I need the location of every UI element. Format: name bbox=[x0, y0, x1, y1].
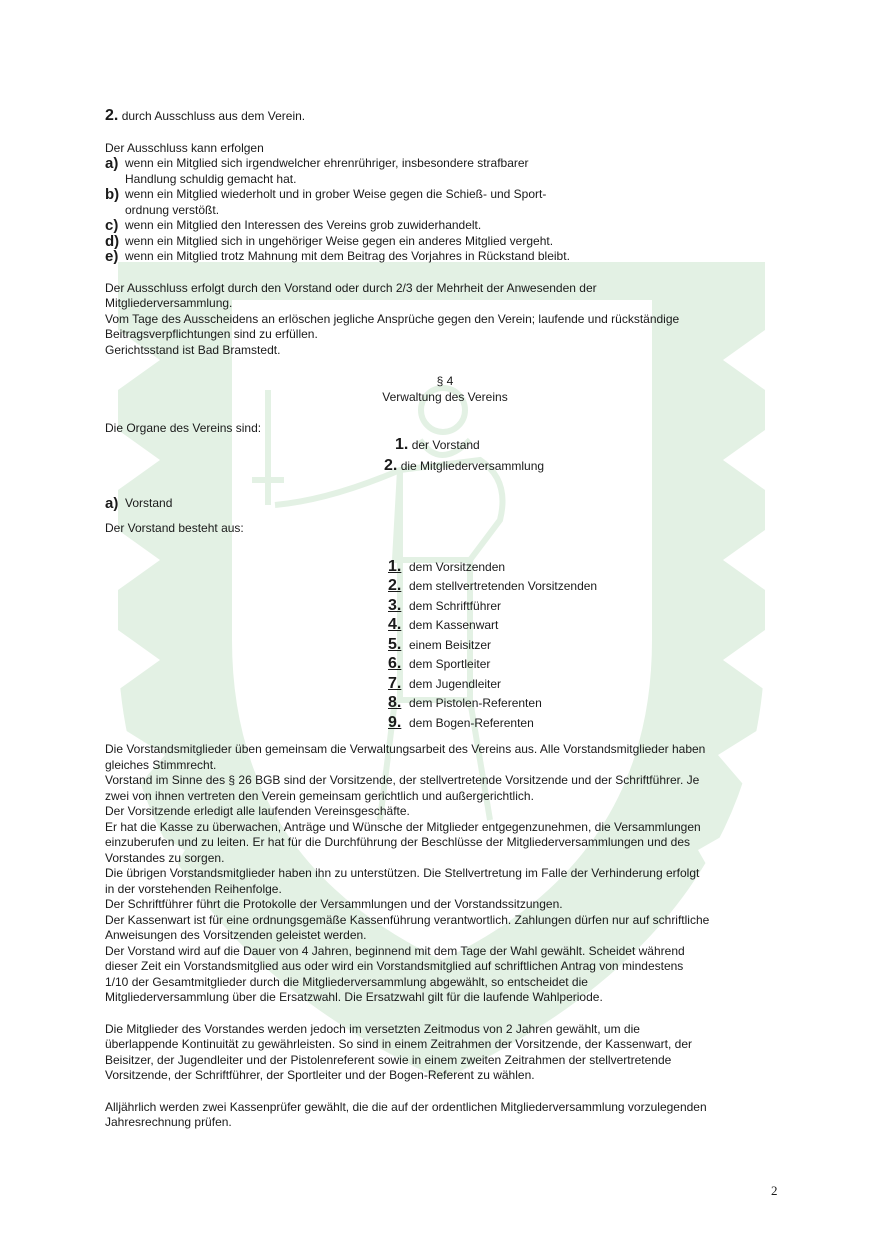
board-member-item bbox=[388, 654, 785, 674]
text-line: Der Schriftführer führt die Protokolle der Versammlungen und der Vorstandssitzungen. bbox=[105, 897, 563, 911]
list-marker: c) bbox=[105, 217, 119, 234]
list-number: 4. bbox=[388, 616, 402, 633]
document-page bbox=[105, 108, 785, 1131]
list-number: 6. bbox=[388, 655, 402, 672]
text-line: Mitgliederversammlung. bbox=[105, 296, 233, 310]
board-label: Vorstand bbox=[125, 495, 173, 510]
board-member-name: dem Jugendleiter bbox=[409, 676, 502, 691]
organ-name: die Mitgliederversammlung bbox=[400, 459, 545, 473]
list-marker: b) bbox=[105, 186, 120, 203]
expulsion-paragraph bbox=[105, 281, 785, 359]
text-line: Der Ausschluss erfolgt durch den Vorstand oder durch 2/3 der Mehrheit der Anwesenden der bbox=[105, 280, 597, 295]
text-line: Mitgliederversammlung über die Ersatzwahl. Die Ersatzwahl gilt für die laufende Wahlperiode. bbox=[105, 990, 603, 1004]
board-heading bbox=[105, 496, 785, 512]
board-member-name: dem Pistolen-Referenten bbox=[409, 696, 542, 710]
text-line: gleiches Stimmrecht. bbox=[105, 757, 217, 772]
expulsion-item bbox=[105, 218, 785, 234]
organ-name: der Vorstand bbox=[411, 437, 480, 452]
text-line: Jahresrechnung prüfen. bbox=[105, 1115, 232, 1129]
list-number: 2. bbox=[105, 107, 119, 124]
board-member-name: dem Kassenwart bbox=[409, 618, 499, 632]
list-number: 7. bbox=[388, 674, 402, 692]
text-line: Beisitzer, der Jugendleiter und der Pistolenreferent sowie in einem zweiten Zeitrahmen der stellvertretende bbox=[105, 1052, 672, 1067]
list-marker: a) bbox=[105, 155, 119, 172]
text-line: Gerichtsstand ist Bad Bramstedt. bbox=[105, 342, 281, 357]
board-member-name: dem Sportleiter bbox=[409, 657, 491, 671]
list-number: 1. bbox=[388, 557, 402, 575]
expulsion-item bbox=[105, 156, 785, 187]
text-line: Beitragsverpflichtungen sind zu erfüllen. bbox=[105, 327, 318, 341]
text-line: wenn ein Mitglied sich irgendwelcher ehrenrühriger, insbesondere strafbarer bbox=[125, 156, 529, 170]
auditors-paragraph bbox=[105, 1100, 785, 1131]
list-number: 8. bbox=[388, 694, 402, 711]
board-duties-paragraph bbox=[105, 742, 785, 1006]
board-member-item bbox=[388, 713, 785, 733]
board-member-item bbox=[388, 635, 785, 655]
expulsion-item-text bbox=[125, 234, 553, 250]
expulsion-list bbox=[105, 156, 785, 265]
list-marker: e) bbox=[105, 248, 119, 265]
text-line: Handlung schuldig gemacht hat. bbox=[125, 171, 297, 186]
list-number: 1. bbox=[395, 435, 409, 453]
text-line: wenn ein Mitglied sich in ungehöriger Weise gegen ein anderes Mitglied vergeht. bbox=[125, 233, 554, 248]
text-line: Anweisungen des Vorsitzenden geleistet werden. bbox=[105, 928, 367, 942]
expulsion-item bbox=[105, 249, 785, 265]
board-member-name: dem Schriftführer bbox=[409, 598, 502, 613]
board-member-item bbox=[388, 557, 785, 577]
expulsion-item bbox=[105, 234, 785, 250]
expulsion-heading: Der Ausschluss kann erfolgen bbox=[105, 140, 264, 155]
expulsion-item bbox=[105, 187, 785, 218]
text-line: Die Vorstandsmitglieder üben gemeinsam die Verwaltungsarbeit des Vereins aus. Alle Vorstandsmitglieder haben bbox=[105, 742, 706, 756]
list-number: 3. bbox=[388, 596, 402, 614]
board-member-item bbox=[388, 596, 785, 616]
text-line: wenn ein Mitglied wiederholt und in grober Weise gegen die Schieß- und Sport- bbox=[125, 187, 547, 201]
text-line: Die übrigen Vorstandsmitglieder haben ihn zu unterstützen. Die Stellvertretung im Falle der Verhinderung erfolgt bbox=[105, 866, 700, 880]
expulsion-item-text bbox=[125, 249, 570, 265]
text-line: dieser Zeit ein Vorstandsmitglied aus oder wird ein Vorstandsmitglied auf schriftlichen Antrag von mindestens bbox=[105, 959, 684, 973]
exit-reason-2 bbox=[105, 108, 785, 125]
text-line: Der Kassenwart ist für eine ordnungsgemäße Kassenführung verantwortlich. Zahlungen dürfen nur auf schriftliche bbox=[105, 912, 710, 927]
section-number: § 4 bbox=[436, 374, 454, 388]
board-member-item bbox=[388, 576, 785, 596]
text-line: 1/10 der Gesamtmitglieder durch die Mitgliederversammlung abgewählt, so entscheidet die bbox=[105, 974, 588, 989]
board-member-name: dem Vorsitzenden bbox=[409, 559, 506, 574]
text-line: zwei von ihnen vertreten den Verein gemeinsam gerichtlich und außergerichtlich. bbox=[105, 788, 534, 803]
list-number: 9. bbox=[388, 713, 402, 731]
text-line: ordnung verstößt. bbox=[125, 202, 220, 217]
text-line: Vorstand im Sinne des § 26 BGB sind der Vorsitzende, der stellvertretende Vorsitzende und der Schriftführer. Je bbox=[105, 773, 700, 787]
organs-intro: Die Organe des Vereins sind: bbox=[105, 421, 262, 435]
board-member-name: dem Bogen-Referenten bbox=[409, 715, 534, 730]
expulsion-item-text bbox=[125, 187, 546, 218]
list-number: 2. bbox=[388, 577, 402, 594]
board-members-list bbox=[105, 557, 785, 733]
election-cycle-paragraph bbox=[105, 1022, 785, 1084]
text-line: Der Vorsitzende erledigt alle laufenden Vereinsgeschäfte. bbox=[105, 804, 410, 818]
list-text: durch Ausschluss aus dem Verein. bbox=[121, 109, 306, 123]
organs-list bbox=[105, 437, 785, 475]
list-number: 2. bbox=[384, 457, 398, 474]
text-line: in der vorstehenden Reihenfolge. bbox=[105, 881, 282, 896]
text-line: überlappende Kontinuität zu gewährleisten. So sind in einem Zeitrahmen der Vorsitzende, der Kassenwart, der bbox=[105, 1037, 693, 1051]
text-line: Alljährlich werden zwei Kassenprüfer gewählt, die die auf der ordentlichen Mitgliederversammlung vorzulegenden bbox=[105, 1099, 707, 1114]
board-member-item bbox=[388, 615, 785, 635]
expulsion-item-text bbox=[125, 218, 481, 234]
list-marker: a) bbox=[105, 494, 119, 512]
organ-item bbox=[395, 437, 785, 454]
board-member-item bbox=[388, 674, 785, 694]
text-line: wenn ein Mitglied trotz Mahnung mit dem Beitrag des Vorjahres in Rückstand bleibt. bbox=[125, 249, 570, 263]
text-line: Vorsitzende, der Schriftführer, der Sportleiter und der Bogen-Referent zu wählen. bbox=[105, 1068, 535, 1082]
board-intro: Der Vorstand besteht aus: bbox=[105, 521, 244, 535]
text-line: Vom Tage des Ausscheidens an erlöschen jegliche Ansprüche gegen den Verein; laufende und rückständige bbox=[105, 311, 680, 326]
expulsion-item-text bbox=[125, 156, 529, 187]
list-marker: d) bbox=[105, 232, 120, 250]
text-line: wenn ein Mitglied den Interessen des Vereins grob zuwiderhandelt. bbox=[125, 218, 482, 232]
board-member-name: einem Beisitzer bbox=[409, 637, 492, 652]
board-member-item bbox=[388, 693, 785, 713]
board-member-name: dem stellvertretenden Vorsitzenden bbox=[409, 579, 598, 593]
text-line: Die Mitglieder des Vorstandes werden jedoch im versetzten Zeitmodus von 2 Jahren gewählt, um die bbox=[105, 1021, 640, 1036]
text-line: Der Vorstand wird auf die Dauer von 4 Jahren, beginnend mit dem Tage der Wahl gewählt. Scheidet während bbox=[105, 943, 685, 958]
text-line: Vorstandes zu sorgen. bbox=[105, 850, 225, 865]
text-line: Er hat die Kasse zu überwachen, Anträge und Wünsche der Mitglieder entgegenzunehmen, die Versammlungen bbox=[105, 819, 701, 834]
page-number: 2 bbox=[771, 1183, 778, 1198]
section-title: Verwaltung des Vereins bbox=[382, 389, 508, 404]
list-number: 5. bbox=[388, 635, 402, 653]
text-line: einzuberufen und zu leiten. Er hat für die Durchführung der Beschlüsse der Mitgliederversammlungen und des bbox=[105, 835, 690, 849]
organ-item bbox=[384, 458, 785, 475]
